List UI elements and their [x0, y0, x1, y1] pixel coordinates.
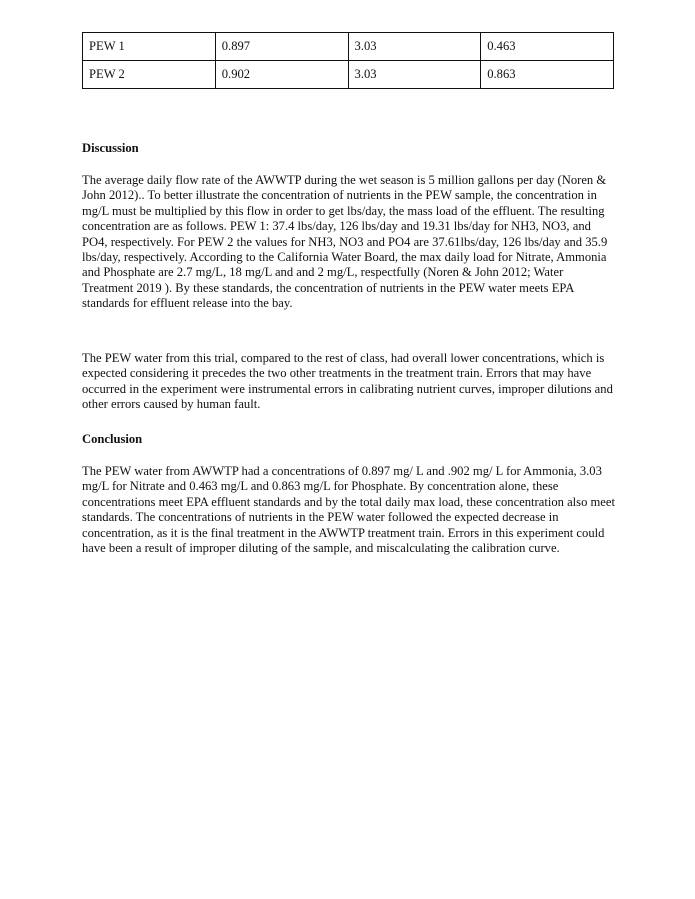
table-cell-ammonia: 0.902: [215, 61, 348, 89]
table-cell-ammonia: 0.897: [215, 33, 348, 61]
table-cell-nitrate: 3.03: [348, 33, 481, 61]
conclusion-paragraph: The PEW water from AWWTP had a concentrations of 0.897 mg/ L and .902 mg/ L for Ammonia, 3.03 mg/L for Nitrate and 0.463 mg/L and 0.863 mg/L for Phosphate. By concentration alone, these concentrations meet EPA effluent standards and by the total daily max load, these concentration also meet standards. The concentrations of nutrients in the PEW water followed the expected decrease in concentration, as it is the final treatment in the AWWTP treatment train. Errors in this experiment could have been a result of improper diluting of the sample, and miscalculating the calibration curve.: [82, 464, 615, 556]
table-cell-sample: PEW 2: [83, 61, 216, 89]
table-cell-phosphate: 0.863: [481, 61, 614, 89]
results-table: [82, 32, 614, 89]
table-row: [83, 61, 614, 89]
discussion-paragraph: The average daily flow rate of the AWWTP during the wet season is 5 million gallons per day (Noren & John 2012).. To better illustrate the concentration of nutrients in the PEW sample, the concentration in mg/L must be multiplied by this flow in order to get lbs/day, the mass load of the effluent. The resulting concentration are as follows. PEW 1: 37.4 lbs/day, 126 lbs/day and 19.31 lbs/day for NH3, NO3, and PO4, respectively. For PEW 2 the values for NH3, NO3 and PO4 are 37.61lbs/day, 126 lbs/day and 35.9 lbs/day, respectively. According to the California Water Board, the max daily load for Nitrate, Ammonia and Phosphate are 2.7 mg/L, 18 mg/L and and 2 mg/L, respectfully (Noren & John 2012; Water Treatment 2019 ). By these standards, the concentration of nutrients in the PEW water meets EPA standards for effluent release into the bay.: [82, 173, 608, 311]
discussion-paragraph: The PEW water from this trial, compared to the rest of class, had overall lower concentrations, which is expected considering it precedes the two other treatments in the treatment train. Errors that may have occurred in the experiment were instrumental errors in calibrating nutrient curves, improper dilutions and other errors caused by human fault.: [82, 351, 613, 412]
table-row: [83, 33, 614, 61]
table-cell-nitrate: 3.03: [348, 61, 481, 89]
discussion-heading: Discussion: [82, 141, 139, 155]
conclusion-heading: Conclusion: [82, 432, 143, 446]
table-cell-phosphate: 0.463: [481, 33, 614, 61]
table-cell-sample: PEW 1: [83, 33, 216, 61]
